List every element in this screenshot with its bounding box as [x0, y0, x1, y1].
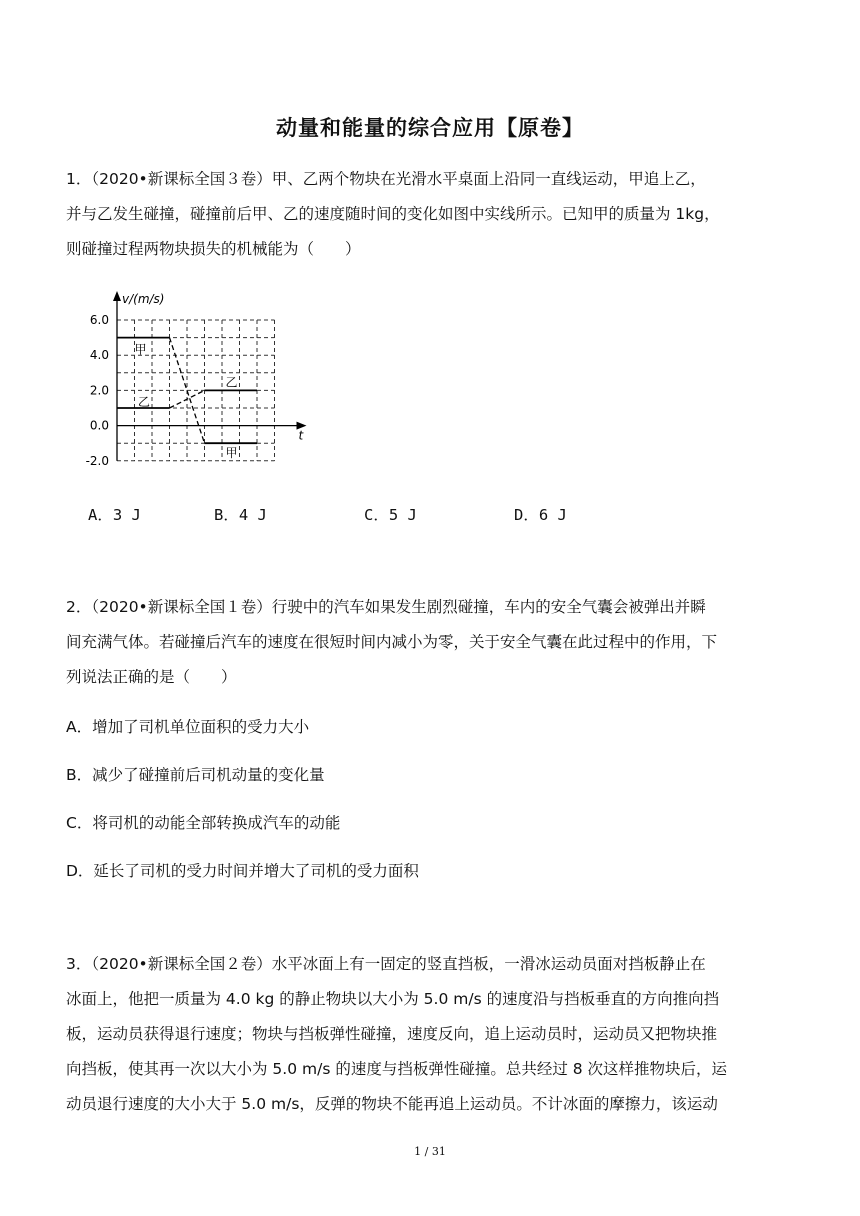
- question-2-line: 列说法正确的是（ ）: [66, 668, 237, 686]
- chart-axes: [113, 291, 307, 461]
- page-number: 1 / 31: [414, 1145, 446, 1158]
- y-tick-label: 2.0: [89, 383, 109, 398]
- question-3-line: 冰面上，他把一质量为 4.0 kg 的静止物块以大小为 5.0 m/s 的速度沿与挡板垂直的方向推向挡: [66, 990, 720, 1008]
- question-1-line: 1．（2020•新课标全国３卷）甲、乙两个物块在光滑水平桌面上沿同一直线运动，甲追上乙，: [66, 170, 706, 188]
- q2-option-a: A．增加了司机单位面积的受力大小: [66, 718, 310, 736]
- y-axis-label: v/(m/s): [122, 292, 165, 306]
- y-tick-label: -2.0: [85, 453, 109, 468]
- question-3-line: 板，运动员获得退行速度；物块与挡板弹性碰撞，速度反向，追上运动员时，运动员又把物块推: [66, 1025, 718, 1043]
- velocity-time-graph: [80, 285, 320, 475]
- question-2-line: 间充满气体。若碰撞后汽车的速度在很短时间内减小为零，关于安全气囊在此过程中的作用，下: [66, 633, 718, 651]
- question-2-line: 2．（2020•新课标全国１卷）行驶中的汽车如果发生剧烈碰撞，车内的安全气囊会被弹出并瞬: [66, 598, 706, 616]
- y-tick-label: 6.0: [89, 313, 109, 327]
- series-label-yi-after: 乙: [225, 375, 238, 390]
- question-3-stem: [66, 947, 796, 1122]
- y-tick-label: 4.0: [89, 348, 109, 363]
- series-label-jia-after: 甲: [225, 446, 238, 461]
- y-axis-arrow: [113, 291, 121, 301]
- question-1-line: 则碰撞过程两物块损失的机械能为（ ）: [66, 240, 361, 258]
- q1-option-b: B．4 J: [214, 506, 267, 524]
- q2-option-c: C．将司机的动能全部转换成汽车的动能: [66, 814, 341, 832]
- question-1-line: 并与乙发生碰撞，碰撞前后甲、乙的速度随时间的变化如图中实线所示。已知甲的质量为 1kg，: [66, 205, 720, 223]
- q1-option-a: A．3 J: [88, 506, 141, 524]
- q1-option-c: C．5 J: [364, 506, 417, 524]
- y-tick-label: 0.0: [89, 418, 109, 433]
- series-label-yi: 乙: [138, 395, 151, 409]
- q2-option-d: D．延长了司机的受力时间并增大了司机的受力面积: [66, 862, 419, 880]
- question-3-line: 向挡板，使其再一次以大小为 5.0 m/s 的速度与挡板弹性碰撞。总共经过 8 次这样推物块后，运: [66, 1060, 728, 1078]
- question-2-stem: [66, 590, 796, 695]
- series-label-jia: 甲: [134, 342, 147, 357]
- question-3-line: 动员退行速度的大小大于 5.0 m/s，反弹的物块不能再追上运动员。不计冰面的摩擦力，该运动: [66, 1095, 718, 1113]
- q1-option-d: D．6 J: [514, 506, 567, 524]
- page-title: 动量和能量的综合应用【原卷】: [276, 116, 584, 140]
- question-1-stem: [66, 162, 796, 267]
- q2-option-b: B．减少了碰撞前后司机动量的变化量: [66, 766, 325, 784]
- question-3-line: 3．（2020•新课标全国２卷）水平冰面上有一固定的竖直挡板，一滑冰运动员面对挡板静止在: [66, 955, 706, 973]
- chart-ticks: [86, 292, 305, 468]
- x-axis-label: t: [298, 428, 304, 443]
